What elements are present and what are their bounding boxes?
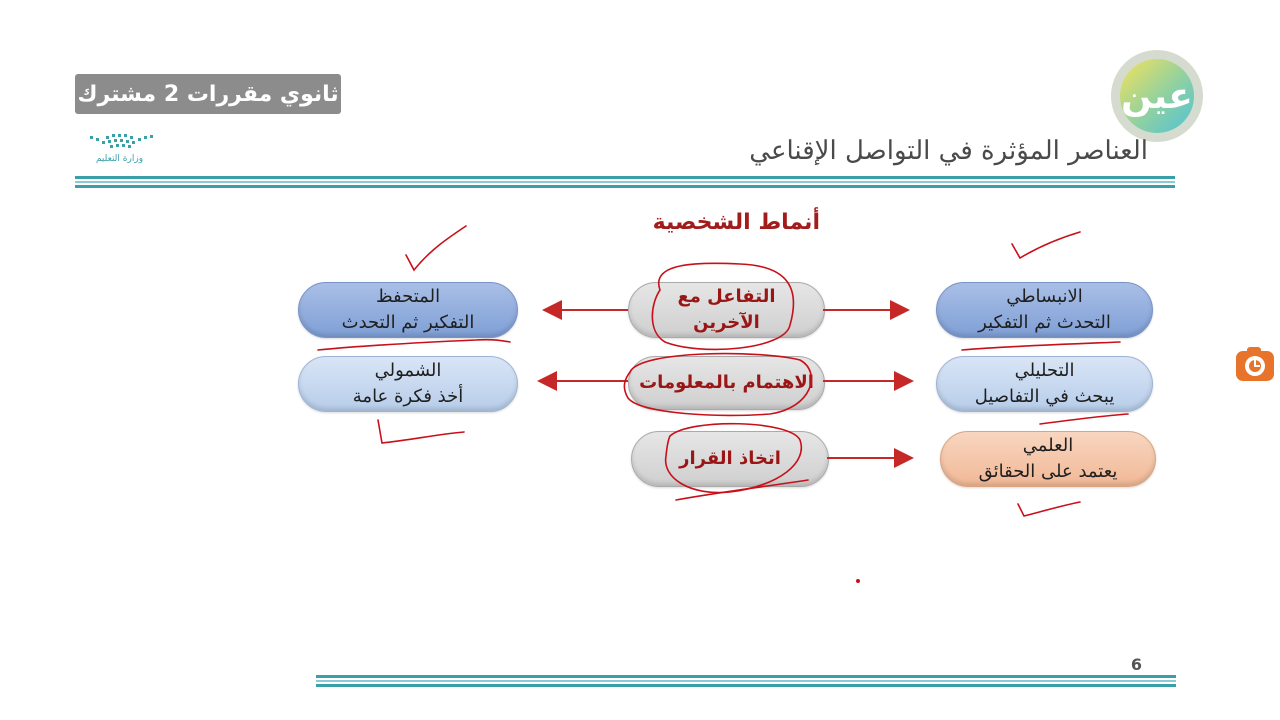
annotation-check-left-top <box>406 226 466 270</box>
center-pill-decision <box>631 431 829 487</box>
pill-subtitle: التفكير ثم التحدث <box>341 312 475 333</box>
pill-subtitle: التحدث ثم التفكير <box>978 312 1111 333</box>
center-pill-line1: الاهتمام بالمعلومات <box>639 371 814 393</box>
course-tag: ثانوي مقررات 2 مشترك <box>75 74 341 114</box>
section-heading: أنماط الشخصية <box>652 210 820 235</box>
pill-title: الانبساطي <box>1006 285 1083 307</box>
annotation-check-left-bottom <box>378 420 464 443</box>
annotation-underline-left <box>318 340 510 350</box>
slide-title: العناصر المؤثرة في التواصل الإقناعي <box>749 136 1148 166</box>
left-pill-holistic <box>298 356 518 412</box>
pill-subtitle: يبحث في التفاصيل <box>974 386 1115 407</box>
center-pill-line2: الآخرين <box>693 312 760 333</box>
left-pill-reserved <box>298 282 518 338</box>
center-pill-line1: التفاعل مع <box>677 285 776 307</box>
pill-title: التحليلي <box>1014 359 1075 381</box>
right-pill-scientific <box>940 431 1156 487</box>
bottom-divider <box>316 673 1176 691</box>
pill-title: العلمي <box>1022 434 1074 456</box>
ministry-name: وزارة التعليم <box>95 154 144 164</box>
annotation-check-right-top <box>1012 232 1080 258</box>
annotation-underline-right-2 <box>1040 414 1128 424</box>
camera-icon[interactable] <box>1235 345 1275 385</box>
top-divider <box>75 176 1175 188</box>
annotation-underline-right <box>962 342 1120 350</box>
center-pill-line1: اتخاذ القرار <box>679 447 781 469</box>
annotation-check-right-bottom <box>1018 502 1080 516</box>
right-pill-extrovert <box>936 282 1153 338</box>
center-pill-interaction <box>628 282 825 338</box>
channel-logo: عين <box>1120 59 1194 133</box>
annotation-dot <box>857 580 859 582</box>
pill-title: المتحفظ <box>375 285 441 307</box>
pill-subtitle: أخذ فكرة عامة <box>352 386 464 407</box>
pill-title: الشمولي <box>374 359 442 381</box>
page-number: 6 <box>1130 655 1142 674</box>
pill-subtitle: يعتمد على الحقائق <box>978 461 1118 482</box>
center-pill-information <box>628 356 825 410</box>
right-pill-analytical <box>936 356 1153 412</box>
